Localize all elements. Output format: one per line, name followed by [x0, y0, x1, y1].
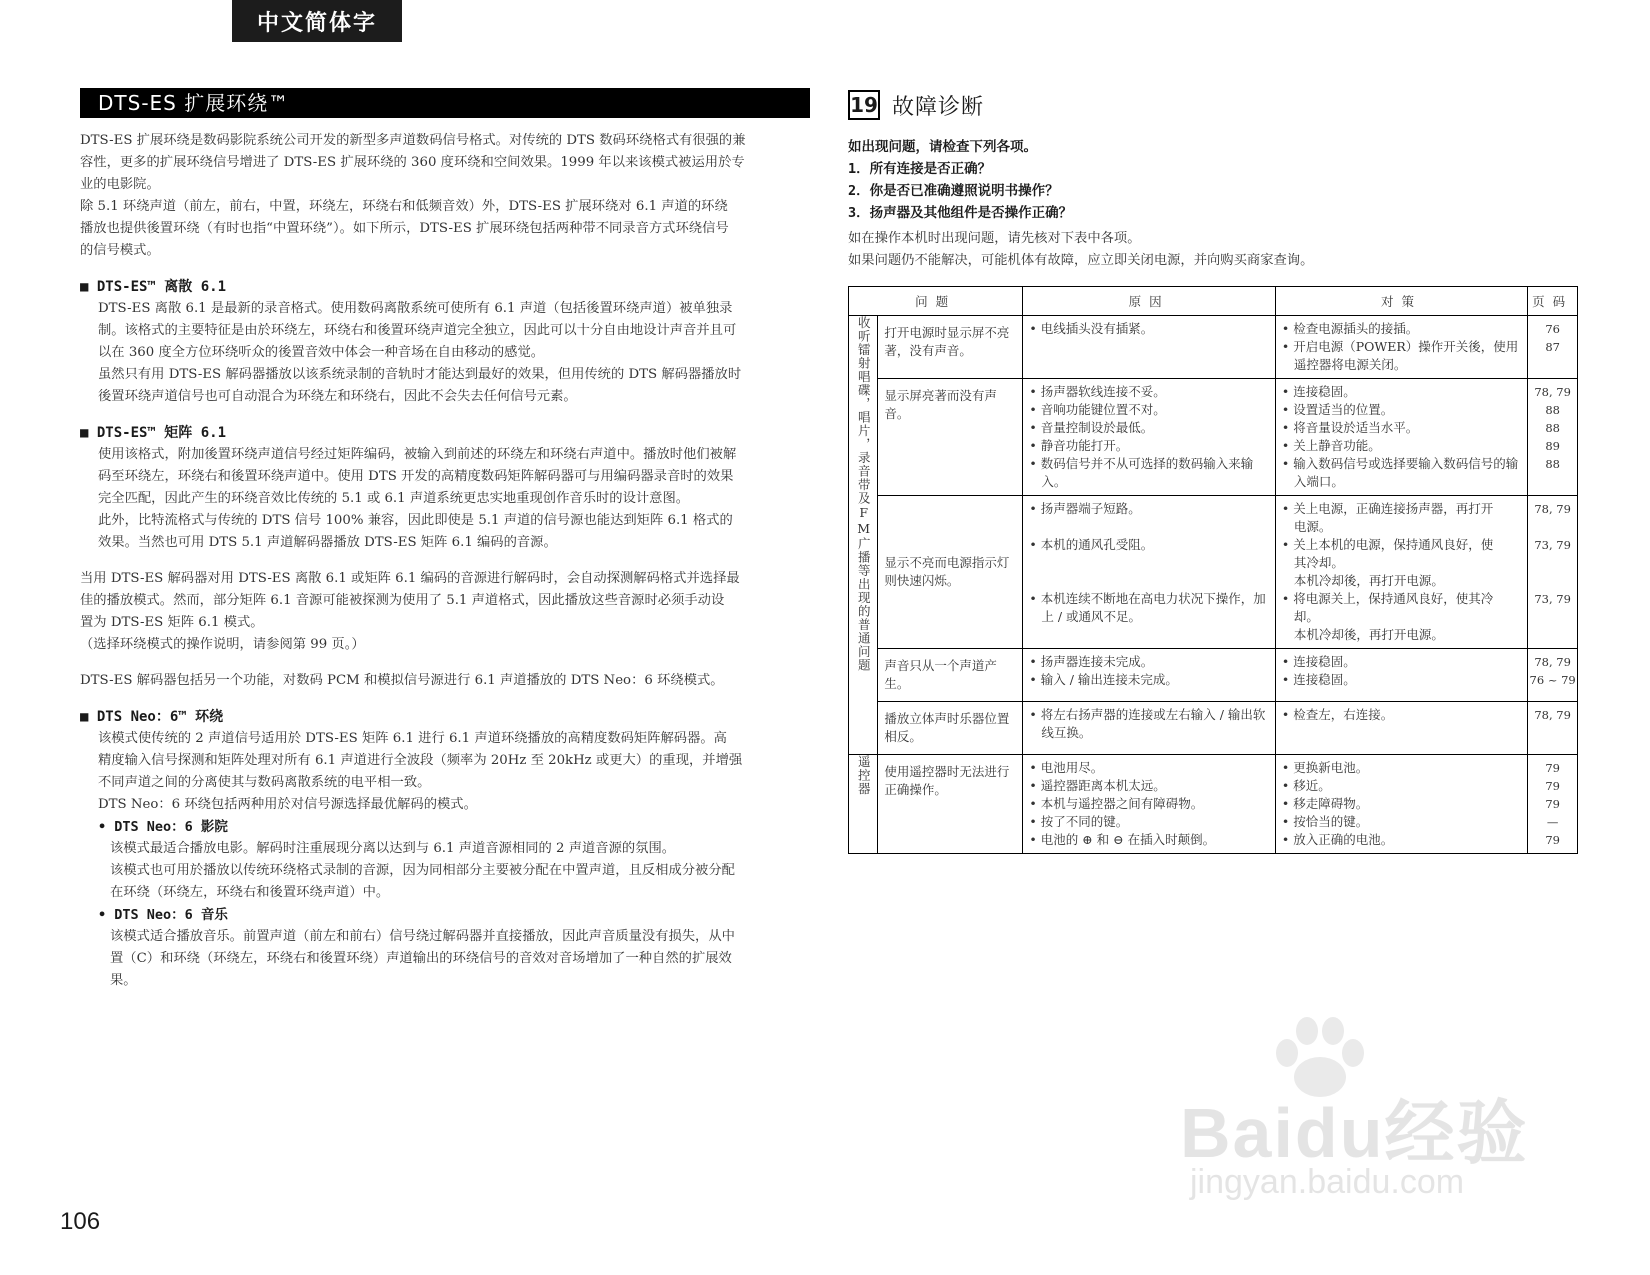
page-ref: 79	[1545, 779, 1560, 793]
heading-discrete: ■ DTS-ES™ 离散 6.1	[80, 279, 227, 295]
troubleshooting-title	[848, 88, 1578, 122]
page-cell	[1528, 649, 1578, 702]
remedy-cell	[1275, 379, 1527, 496]
list-item: • 按了不同的键。	[1029, 813, 1268, 831]
page-cell	[1528, 702, 1578, 755]
header-remedy: 对策	[1275, 287, 1527, 316]
cause-cell	[1023, 702, 1275, 755]
list-item: • 将音量设於适当水平。	[1282, 419, 1521, 437]
list-item: • 关上静音功能。	[1282, 437, 1521, 455]
section-title-dts-es: DTS-ES 扩展环绕™	[80, 88, 810, 118]
remedy-item: • 将电源关上，保持通风良好，使其冷	[1282, 590, 1521, 608]
neo6-music-text	[80, 926, 810, 992]
list-item: • 静音功能打开。	[1029, 437, 1268, 455]
page-ref: 78, 79	[1534, 655, 1571, 669]
page-ref: 79	[1545, 833, 1560, 847]
text-line: 播放也提供後置环绕（有时也指“中置环绕”）。如下所示，DTS-ES 扩展环绕包括两种带不同录音方式环绕信号	[80, 221, 729, 236]
cause-cell	[1023, 316, 1275, 379]
text-line: 该模式也可用於播放以传统环绕格式录制的音源，因为同相部分主要被分配在中置声道，且反相成分被分配	[110, 863, 735, 878]
text-line: 如在操作本机时出现问题，请先核对下表中各项。	[848, 231, 1141, 246]
problem-cell: 显示屏亮著而没有声音。	[878, 379, 1023, 496]
header-problem: 问题	[849, 287, 1023, 316]
text-line: 容性，更多的扩展环绕信号增进了 DTS-ES 扩展环绕的 360 度环绕和空间效果。1999 年以来该模式被运用於专	[80, 155, 745, 170]
text-line: 此外，比特流格式与传统的 DTS 信号 100% 兼容，因此即使是 5.1 声道的信号源也能达到矩阵 6.1 格式的	[98, 513, 733, 528]
baidu-watermark	[1180, 1015, 1580, 1215]
left-column	[80, 88, 810, 992]
page-ref: 88	[1545, 403, 1560, 417]
list-item: • 电池用尽。	[1029, 759, 1268, 777]
text-line: 除 5.1 环绕声道（前左，前右，中置，环绕左，环绕右和低频音效）外，DTS-ES 扩展环绕对 6.1 声道的环绕	[80, 199, 728, 214]
text-line: 制。该格式的主要特征是由於环绕左，环绕右和後置环绕声道完全独立，因此可以十分自由地设计声音并且可	[98, 323, 737, 338]
text-line: 在环绕（环绕左，环绕右和後置环绕声道）中。	[110, 885, 390, 900]
remedy-cell	[1275, 702, 1527, 755]
text-line: 该模式最适合播放电影。解码时注重展现分离以达到与 6.1 声道音源相同的 2 声道音源的氛围。	[110, 841, 676, 856]
troubleshooting-table	[848, 286, 1578, 854]
text-line: 如出现问题，请检查下列各项。	[848, 139, 1037, 155]
page-ref: 87	[1545, 340, 1560, 354]
section-number: 19	[848, 90, 880, 120]
text-line: 1．所有连接是否正确？	[848, 161, 992, 177]
list-item: • 电池的 ⊕ 和 ⊖ 在插入时颠倒。	[1029, 831, 1268, 849]
list-item: • 本机与遥控器之间有障碍物。	[1029, 795, 1268, 813]
text-line: 使用该格式，附加後置环绕声道信号经过矩阵编码，被输入到前述的环绕左和环绕右声道中。播放时他们被解	[98, 447, 737, 462]
table-row	[849, 316, 1578, 379]
text-line: 当用 DTS-ES 解码器对用 DTS-ES 离散 6.1 或矩阵 6.1 编码的音源进行解码时，会自动探测解码格式并选择最	[80, 571, 740, 586]
table-row	[849, 702, 1578, 755]
list-item: • 开启电源（POWER）操作开关後，使用遥控器将电源关闭。	[1282, 338, 1521, 374]
table-header-row	[849, 287, 1578, 316]
list-item: • 扬声器软线连接不妥。	[1029, 383, 1268, 401]
list-item: • 按恰当的键。	[1282, 813, 1521, 831]
matrix-text	[80, 444, 810, 554]
header-page: 页码	[1528, 287, 1578, 316]
page-ref: 78, 79	[1534, 385, 1571, 399]
page-cell	[1528, 379, 1578, 496]
watermark-logo: Baidu经验	[1180, 1094, 1529, 1172]
text-line: 3．扬声器及其他组件是否操作正确？	[848, 205, 1073, 221]
list-item: • 将左右扬声器的连接或左右输入 / 输出软线互换。	[1029, 706, 1268, 742]
text-line: 佳的播放模式。然而，部分矩阵 6.1 音源可能被探测为使用了 5.1 声道格式，因此播放这些音源时必须手动设	[80, 593, 725, 608]
remedy-cell	[1275, 755, 1527, 854]
text-line: 以在 360 度全方位环绕听众的後置音效中体会一种音场在自由移动的感觉。	[98, 345, 545, 360]
heading-neo6: ■ DTS Neo：6™ 环绕	[80, 709, 224, 725]
right-column	[848, 88, 1578, 854]
page-ref: 88	[1545, 421, 1560, 435]
list-item: • 放入正确的电池。	[1282, 831, 1521, 849]
check-list	[848, 136, 1578, 224]
text-line: 虽然只有用 DTS-ES 解码器播放以该系统录制的音轨时才能达到最好的效果，但用传统的 DTS 解码器播放时	[98, 367, 742, 382]
heading-matrix: ■ DTS-ES™ 矩阵 6.1	[80, 425, 227, 441]
problem-cell: 声音只从一个声道产生。	[878, 649, 1023, 702]
watermark-url: jingyan.baidu.com	[1190, 1163, 1465, 1201]
list-item: • 输入 / 输出连接未完成。	[1029, 671, 1268, 689]
list-item: • 遥控器距离本机太远。	[1029, 777, 1268, 795]
table-row	[849, 755, 1578, 854]
page-ref: 79	[1545, 797, 1560, 811]
cause-cell	[1023, 496, 1275, 649]
problem-cell: 播放立体声时乐器位置相反。	[878, 702, 1023, 755]
table-row	[849, 649, 1578, 702]
language-tab: 中文简体字	[232, 0, 402, 42]
text-line: 业的电影院。	[80, 177, 160, 192]
check-note	[848, 228, 1578, 272]
section-heading: 故障诊断	[892, 94, 985, 120]
text-line: 效果。当然也可用 DTS 5.1 声道解码器播放 DTS-ES 矩阵 6.1 编码的音源。	[98, 535, 557, 550]
neo-intro: DTS-ES 解码器包括另一个功能，对数码 PCM 和模拟信号源进行 6.1 声道播放的 DTS Neo：6 环绕模式。	[80, 673, 724, 688]
text-line: 不同声道之间的分离使其与数码离散系统的电平相一致。	[98, 775, 431, 790]
text-line: 完全匹配，因此产生的环绕音效比传统的 5.1 或 6.1 声道系统更忠实地重现创作音乐时的设计意图。	[98, 491, 690, 506]
list-item: • 输入数码信号或选择要输入数码信号的输入端口。	[1282, 455, 1521, 491]
list-item: • 更换新电池。	[1282, 759, 1521, 777]
text-line: 後置环绕声道信号也可自动混合为环绕左和环绕右，因此不会失去任何信号元素。	[98, 389, 577, 404]
list-item: • 检查左，右连接。	[1282, 706, 1521, 724]
text-line: 置为 DTS-ES 矩阵 6.1 模式。	[80, 615, 264, 630]
text-line: 精度输入信号探测和矩阵处理对所有 6.1 声道进行全波段（频率为 20Hz 至 20kHz 或更大）的重现，并增强	[98, 753, 743, 768]
table-row	[849, 379, 1578, 496]
page-cell	[1528, 316, 1578, 379]
page-ref: —	[1546, 815, 1559, 829]
text-line: 该模式适合播放音乐。前置声道（前左和前右）信号绕过解码器并直接播放，因此声音质量没有损失，从中	[110, 929, 735, 944]
cause-cell	[1023, 649, 1275, 702]
list-item: • 连接稳固。	[1282, 383, 1521, 401]
cause-item: • 本机连续不断地在高电力状况下操作，加上 / 或通风不足。	[1029, 590, 1268, 626]
list-item: • 移近。	[1282, 777, 1521, 795]
page-cell	[1528, 755, 1578, 854]
list-item: • 检查电源插头的接插。	[1282, 320, 1521, 338]
list-item: • 连接稳固。	[1282, 671, 1521, 689]
remedy-cell	[1275, 316, 1527, 379]
decode-text	[80, 568, 810, 656]
category-remote: 遥控器	[849, 755, 878, 854]
table-row	[849, 496, 1578, 649]
cause-item: • 扬声器端子短路。	[1029, 500, 1268, 518]
page-ref: 88	[1545, 457, 1560, 471]
page-cell: 78, 79 73, 79 73, 79	[1528, 496, 1578, 649]
text-line: （选择环绕模式的操作说明，请参阅第 99 页。）	[80, 637, 365, 652]
remedy-item: • 关上电源，正确连接扬声器，再打开	[1282, 500, 1521, 518]
text-line: 该模式使传统的 2 声道信号适用於 DTS-ES 矩阵 6.1 进行 6.1 声道环绕播放的高精度数码矩阵解码器。高	[98, 731, 727, 746]
text-line: 的信号模式。	[80, 243, 160, 258]
category-general: 收听镭射唱碟，唱片，录音带及FM广播等出现的普通问题	[849, 316, 878, 755]
list-item: • 移走障碍物。	[1282, 795, 1521, 813]
page-ref: 76 ~ 79	[1529, 673, 1576, 687]
page-ref: 79	[1545, 761, 1560, 775]
text-line: 2．你是否已准确遵照说明书操作？	[848, 183, 1059, 199]
list-item: • 音量控制设於最低。	[1029, 419, 1268, 437]
discrete-text	[80, 298, 810, 408]
text-line: DTS-ES 离散 6.1 是最新的录音格式。使用数码离散系统可使所有 6.1 声道（包括後置环绕声道）被单独录	[98, 301, 733, 316]
neo6-text	[80, 728, 810, 816]
page-number: 106	[60, 1208, 101, 1235]
list-item: • 连接稳固。	[1282, 653, 1521, 671]
problem-cell: 使用遥控器时无法进行正确操作。	[878, 755, 1023, 854]
text-line: 果。	[110, 973, 137, 988]
cause-cell	[1023, 379, 1275, 496]
text-line: DTS-ES 扩展环绕是数码影院系统公司开发的新型多声道数码信号格式。对传统的 DTS 数码环绕格式有很强的兼	[80, 133, 746, 148]
problem-cell: 显示不亮而电源指示灯则快速闪烁。	[878, 496, 1023, 649]
text-line: DTS Neo：6 环绕包括两种用於对信号源选择最优解码的模式。	[98, 797, 477, 812]
list-item: • 扬声器连接未完成。	[1029, 653, 1268, 671]
text-line: 码至环绕左，环绕右和後置环绕声道中。使用 DTS 开发的高精度数码矩阵解码器可与用编码器录音时的效果	[98, 469, 734, 484]
remedy-cell	[1275, 649, 1527, 702]
page-ref: 76	[1545, 322, 1560, 336]
intro-text	[80, 130, 810, 262]
text-line: 置（C）和环绕（环绕左，环绕右和後置环绕）声道输出的环绕信号的音效对音场增加了一种自然的扩展效	[110, 951, 732, 966]
heading-neo6-cinema: • DTS Neo：6 影院	[98, 819, 228, 835]
remedy-cell: • 关上电源，正确连接扬声器，再打开 电源。 • 关上本机的电源，保持通风良好，使 其冷却。 本机冷却後，再打开电源。 • 将电源关上，保持通风良好，使其冷 却。 本机冷却後，再打开电源。	[1275, 496, 1527, 649]
list-item: • 数码信号并不从可选择的数码输入来输入。	[1029, 455, 1268, 491]
header-cause: 原因	[1023, 287, 1275, 316]
problem-cell: 打开电源时显示屏不亮著，没有声音。	[878, 316, 1023, 379]
remedy-item: • 关上本机的电源，保持通风良好，使	[1282, 536, 1521, 554]
heading-neo6-music: • DTS Neo：6 音乐	[98, 907, 228, 923]
list-item: • 设置适当的位置。	[1282, 401, 1521, 419]
neo6-cinema-text	[80, 838, 810, 904]
list-item: • 音响功能键位置不对。	[1029, 401, 1268, 419]
text-line: 如果问题仍不能解决，可能机体有故障，应立即关闭电源，并向购买商家查询。	[848, 253, 1314, 268]
list-item: • 电线插头没有插紧。	[1029, 320, 1268, 338]
page-ref: 89	[1545, 439, 1560, 453]
cause-cell	[1023, 755, 1275, 854]
cause-item: • 本机的通风孔受阻。	[1029, 536, 1268, 554]
page-ref: 78, 79	[1534, 708, 1571, 722]
